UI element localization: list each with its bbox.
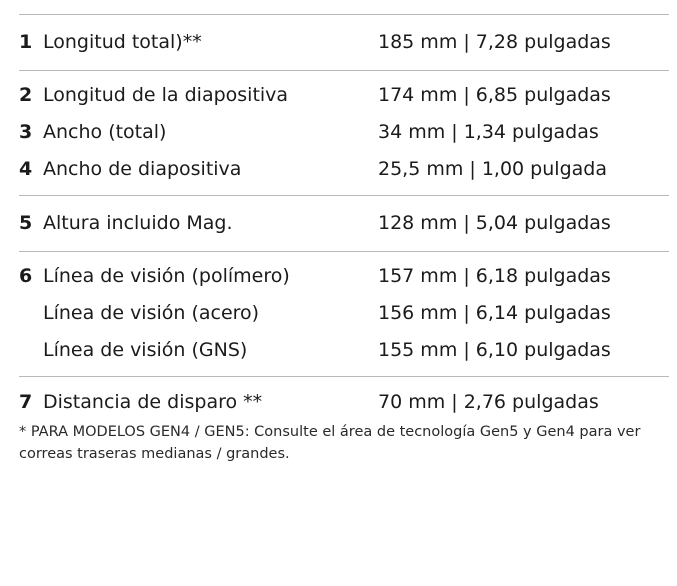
table-footnote: * PARA MODELOS GEN4 / GEN5: Consulte el área de tecnología Gen5 y Gen4 para ver correas traseras medianas / grandes. <box>19 424 641 462</box>
row-label: Línea de visión (polímero) <box>43 265 290 287</box>
row-value: 156 mm | 6,14 pulgadas <box>378 302 611 324</box>
table-row <box>19 377 669 418</box>
row-value: 185 mm | 7,28 pulgadas <box>378 31 611 53</box>
row-value: 34 mm | 1,34 pulgadas <box>378 121 599 143</box>
row-label: Longitud total)** <box>43 31 202 53</box>
row-number: 5 <box>19 212 33 234</box>
row-label: Longitud de la diapositiva <box>43 84 289 106</box>
table-row <box>19 258 669 295</box>
row-label: Línea de visión (acero) <box>43 302 260 324</box>
table-row <box>19 114 669 151</box>
table-row <box>19 151 669 188</box>
row-label: Altura incluido Mag. <box>43 212 233 234</box>
row-number: 6 <box>19 265 33 287</box>
row-label: Ancho de diapositiva <box>43 158 242 180</box>
row-value: 155 mm | 6,10 pulgadas <box>378 339 611 361</box>
table-row <box>19 295 669 332</box>
table-row <box>19 15 669 70</box>
row-number: 3 <box>19 121 33 143</box>
table-row <box>19 332 669 369</box>
row-number: 7 <box>19 391 33 413</box>
row-label: Ancho (total) <box>43 121 167 143</box>
table-row <box>19 196 669 251</box>
row-number: 2 <box>19 84 33 106</box>
row-label: Distancia de disparo ** <box>43 391 263 413</box>
row-value: 157 mm | 6,18 pulgadas <box>378 265 611 287</box>
row-value: 128 mm | 5,04 pulgadas <box>378 212 611 234</box>
row-number: 4 <box>19 158 33 180</box>
spec-group <box>19 71 669 195</box>
spec-group <box>19 252 669 376</box>
table-row <box>19 77 669 114</box>
specification-table <box>19 14 669 466</box>
row-value: 25,5 mm | 1,00 pulgada <box>378 158 607 180</box>
spec-group <box>19 377 669 418</box>
row-value: 70 mm | 2,76 pulgadas <box>378 391 599 413</box>
spec-group <box>19 196 669 251</box>
row-value: 174 mm | 6,85 pulgadas <box>378 84 611 106</box>
row-label: Línea de visión (GNS) <box>43 339 248 361</box>
spec-group <box>19 15 669 70</box>
row-number: 1 <box>19 31 33 53</box>
